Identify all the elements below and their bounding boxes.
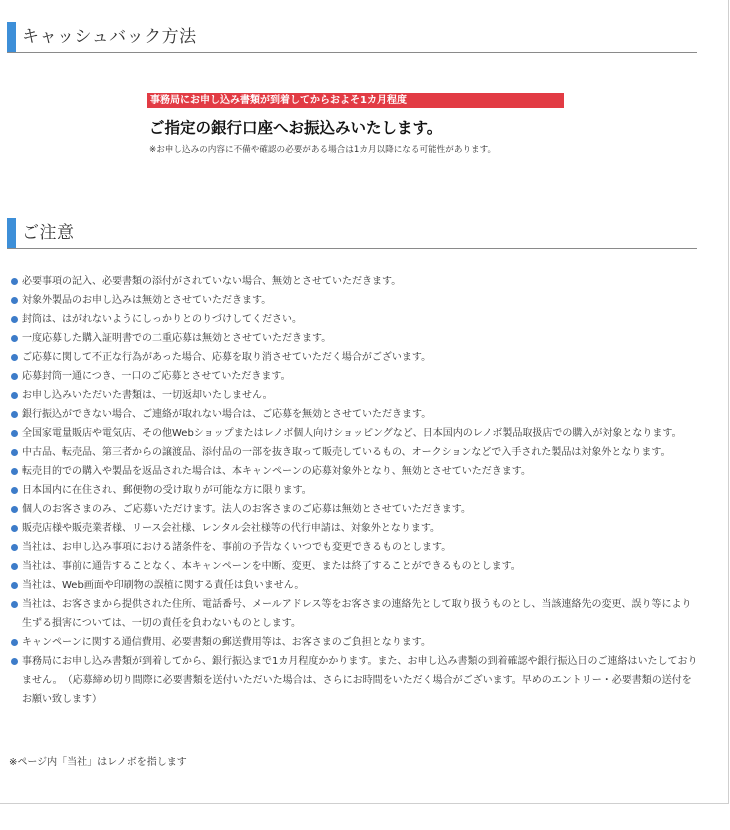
note-text: 封筒は、はがれないようにしっかりとのりづけしてください。 bbox=[22, 314, 302, 325]
cashback-method-text: ご指定の銀行口座へお振込みいたします。 bbox=[149, 119, 443, 137]
bullet-icon bbox=[11, 373, 18, 380]
note-item bbox=[9, 462, 699, 481]
bullet-icon bbox=[11, 411, 18, 418]
bullet-icon bbox=[11, 544, 18, 551]
note-text: 応募封筒一通につき、一口のご応募とさせていただきます。 bbox=[22, 371, 291, 382]
note-item bbox=[9, 519, 699, 538]
bullet-icon bbox=[11, 354, 18, 361]
note-text: 当社は、お客さまから提供された住所、電話番号、メールアドレス等をお客さまの連絡先として取り扱うものとし、当該連絡先の変更、誤り等により生ずる損害については、一切の責任を負わないものとします。 bbox=[22, 599, 692, 629]
section-header-notes bbox=[7, 218, 697, 249]
bullet-icon bbox=[11, 449, 18, 456]
bullet-icon bbox=[11, 563, 18, 570]
note-item bbox=[9, 291, 699, 310]
bullet-icon bbox=[11, 316, 18, 323]
note-item bbox=[9, 576, 699, 595]
note-text: 全国家電量販店や電気店、その他Webショップまたはレノボ個人向けショッピングなど、日本国内のレノボ製品取扱店での購入が対象となります。 bbox=[22, 428, 682, 439]
note-item bbox=[9, 652, 699, 709]
note-item bbox=[9, 633, 699, 652]
note-text: 一度応募した購入証明書での二重応募は無効とさせていただきます。 bbox=[22, 333, 332, 344]
note-text: 銀行振込ができない場合、ご連絡が取れない場合は、ご応募を無効とさせていただきます。 bbox=[22, 409, 432, 420]
section-accent-bar bbox=[7, 218, 16, 248]
cashback-delay-note: ※お申し込みの内容に不備や確認の必要がある場合は1カ月以降になる可能性があります。 bbox=[149, 145, 497, 155]
note-item bbox=[9, 481, 699, 500]
bullet-icon bbox=[11, 639, 18, 646]
note-text: 日本国内に在住され、郵便物の受け取りが可能な方に限ります。 bbox=[22, 485, 312, 496]
note-text: 当社は、Web画面や印刷物の誤植に関する責任は負いません。 bbox=[22, 580, 305, 591]
note-text: 対象外製品のお申し込みは無効とさせていただきます。 bbox=[22, 295, 272, 306]
bullet-icon bbox=[11, 658, 18, 665]
note-text: お申し込みいただいた書類は、一切返却いたしません。 bbox=[22, 390, 273, 401]
section-title-notes: ご注意 bbox=[22, 223, 75, 243]
note-text: 当社は、事前に通告することなく、本キャンペーンを中断、変更、または終了することができるものとします。 bbox=[22, 561, 521, 572]
note-item bbox=[9, 443, 699, 462]
bullet-icon bbox=[11, 278, 18, 285]
note-item bbox=[9, 272, 699, 291]
note-text: 転売目的での購入や製品を返品された場合は、本キャンペーンの応募対象外となり、無効とさせていただきます。 bbox=[22, 466, 531, 477]
bullet-icon bbox=[11, 297, 18, 304]
note-item bbox=[9, 557, 699, 576]
note-item bbox=[9, 329, 699, 348]
note-item bbox=[9, 405, 699, 424]
note-item bbox=[9, 310, 699, 329]
bullet-icon bbox=[11, 468, 18, 475]
bullet-icon bbox=[11, 525, 18, 532]
note-text: キャンペーンに関する通信費用、必要書類の郵送費用等は、お客さまのご負担となります。 bbox=[22, 637, 431, 648]
bullet-icon bbox=[11, 601, 18, 608]
note-text: 中古品、転売品、第三者からの譲渡品、添付品の一部を抜き取って販売しているもの、オークションなどで入手された製品は対象外となります。 bbox=[22, 447, 671, 458]
note-text: 当社は、お申し込み事項における諸条件を、事前の予告なくいつでも変更できるものとします。 bbox=[22, 542, 452, 553]
note-item bbox=[9, 367, 699, 386]
note-item bbox=[9, 386, 699, 405]
note-text: 事務局にお申し込み書類が到着してから、銀行振込まで1カ月程度かかります。また、お申し込み書類の到着確認や銀行振込日のご連絡はいたしておりません。 （応募締め切り間際に必要書類を送付いただいた場合は、さらにお時間をいただく場合がございます。早めのエントリー・必要書類の送付をお願い致します） bbox=[22, 656, 698, 705]
notes-list bbox=[9, 272, 699, 709]
note-item bbox=[9, 595, 699, 633]
bullet-icon bbox=[11, 582, 18, 589]
bullet-icon bbox=[11, 392, 18, 399]
note-text: 販売店様や販売業者様、リース会社様、レンタル会社様等の代行申請は、対象外となります。 bbox=[22, 523, 441, 534]
section-title-cashback: キャッシュバック方法 bbox=[22, 27, 197, 47]
note-text: 個人のお客さまのみ、ご応募いただけます。法人のお客さまのご応募は無効とさせていただきます。 bbox=[22, 504, 471, 515]
bullet-icon bbox=[11, 430, 18, 437]
section-accent-bar bbox=[7, 22, 16, 52]
cashback-timing-band: 事務局にお申し込み書類が到着してからおよそ1カ月程度 bbox=[147, 93, 564, 108]
bullet-icon bbox=[11, 506, 18, 513]
section-header-cashback bbox=[7, 22, 697, 53]
note-text: ご応募に関して不正な行為があった場合、応募を取り消させていただく場合がございます。 bbox=[22, 352, 432, 363]
note-item bbox=[9, 348, 699, 367]
footnote: ※ページ内「当社」はレノボを指します bbox=[9, 757, 187, 768]
note-text: 必要事項の記入、必要書類の添付がされていない場合、無効とさせていただきます。 bbox=[22, 276, 402, 287]
bullet-icon bbox=[11, 487, 18, 494]
note-item bbox=[9, 500, 699, 519]
note-item bbox=[9, 424, 699, 443]
note-item bbox=[9, 538, 699, 557]
bullet-icon bbox=[11, 335, 18, 342]
